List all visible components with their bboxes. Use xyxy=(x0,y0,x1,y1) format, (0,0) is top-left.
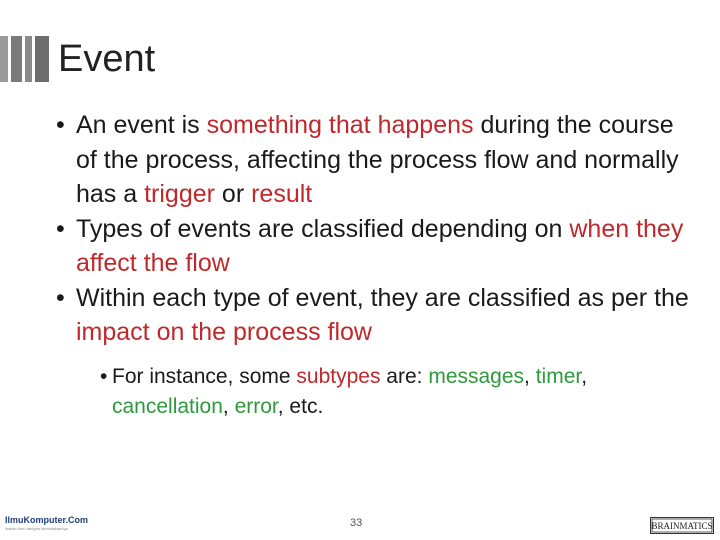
bullet-1-segment: something that happens xyxy=(206,111,474,139)
brainmatics-logo-graphic xyxy=(651,518,713,533)
bullet-1: • An event is something that happens during the course of the process, affecting the process flow and normally has a trigger or result xyxy=(56,111,679,208)
sub-bullet-segment: timer xyxy=(535,364,582,388)
sub-bullet-segment: , xyxy=(524,364,536,388)
title-accent-bars xyxy=(0,36,50,82)
page-number: 33 xyxy=(350,517,363,529)
bullet-1-text xyxy=(76,111,679,208)
sub-bullet-segment: , etc. xyxy=(277,394,324,418)
bullet-3-segment: Within each type of event, they are classified as per the xyxy=(76,283,689,312)
sub-bullet-text xyxy=(112,365,587,418)
brainmatics-logo xyxy=(650,517,714,534)
ilmukomputer-logo xyxy=(5,515,89,533)
sub-bullet-segment: cancellation xyxy=(112,394,223,418)
bullet-1-segment: An event is xyxy=(76,111,207,139)
bullet-3: • Within each type of event, they are classified as per the impact on the process flow xyxy=(56,283,689,346)
bullet-3-text xyxy=(76,284,689,347)
sub-bullet-segment: error xyxy=(234,394,278,418)
ilmukomputer-logo-name: IlmuKomputer.Com xyxy=(5,515,89,525)
slide-title: Event xyxy=(58,38,156,80)
bullet-2-segment: Types of events are classified depending on xyxy=(76,214,570,243)
bullet-1-segment: trigger xyxy=(144,180,215,208)
sub-bullet-segment: For instance, some xyxy=(112,364,297,388)
bullet-2-segment: when they affect the flow xyxy=(76,214,684,277)
sub-bullet-segment: subtypes xyxy=(296,364,381,388)
sub-bullet-segment: , xyxy=(581,364,588,388)
bullet-3-segment: impact on the process flow xyxy=(76,318,372,346)
sub-bullet-segment: , xyxy=(222,394,235,418)
sub-bullet-segment: messages xyxy=(428,364,525,388)
sub-bullet: • For instance, some subtypes are: messages, timer, cancellation, error, etc. xyxy=(100,364,588,418)
brainmatics-logo-text: BRAINMATICS xyxy=(651,521,713,531)
slide-content xyxy=(56,108,696,422)
ilmukomputer-logo-tagline: Ikatlah Ilmu dengan Menuliskannya xyxy=(5,526,68,531)
bullet-2: • Types of events are classified depending on when they affect the flow xyxy=(56,214,684,277)
bullet-1-segment: or xyxy=(214,180,252,208)
bullet-1-segment: result xyxy=(251,180,313,208)
bullet-2-text xyxy=(76,215,683,278)
sub-bullet-segment: are: xyxy=(380,364,429,388)
bullet-1-segment: during the course of the process, affecting the process flow and normally has a xyxy=(76,111,679,208)
